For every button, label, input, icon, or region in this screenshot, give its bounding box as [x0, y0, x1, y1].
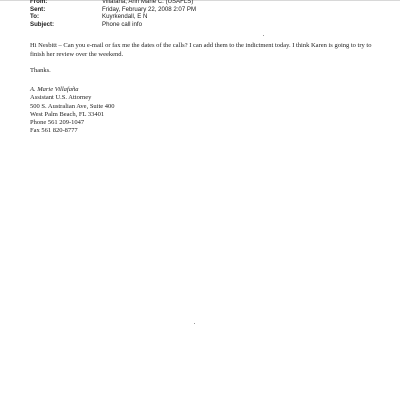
email-signature — [30, 86, 115, 136]
signature-address-city: West Palm Beach, FL 33401 — [30, 110, 105, 118]
signature-phone: Phone 561 209-1047 — [30, 119, 85, 127]
header-row-to — [30, 13, 196, 21]
email-message: Hi Nesbitt – Can you e-mail or fax me the dates of the calls? I can add them to the indictment today. I think Karen is going to try to finish her review over the weekend. — [30, 42, 372, 59]
scan-speck — [263, 35, 264, 36]
signature-title: Assistant U.S. Attorney — [30, 94, 92, 102]
sent-value: Friday, February 22, 2008 2:07 PM — [102, 5, 197, 13]
subject-value: Phone call info — [102, 20, 142, 28]
email-closing: Thanks. — [30, 67, 51, 74]
to-value: Kuyrkendall, E N — [102, 13, 148, 21]
from-label: From: — [30, 0, 48, 5]
header-row-sent — [30, 6, 196, 14]
signature-address-street: 500 S. Australian Ave, Suite 400 — [30, 102, 115, 110]
signature-name: A. Marie Villafaña — [30, 86, 79, 93]
to-label: To: — [30, 13, 40, 21]
header-row-subject — [30, 21, 196, 29]
scan-speck — [194, 323, 195, 324]
from-value: Villafana, Ann Marie C. (USAFLS) — [102, 0, 194, 5]
sent-label: Sent: — [30, 5, 46, 13]
signature-fax: Fax 561 820-8777 — [30, 127, 78, 135]
email-header — [30, 0, 196, 28]
subject-label: Subject: — [30, 20, 55, 28]
